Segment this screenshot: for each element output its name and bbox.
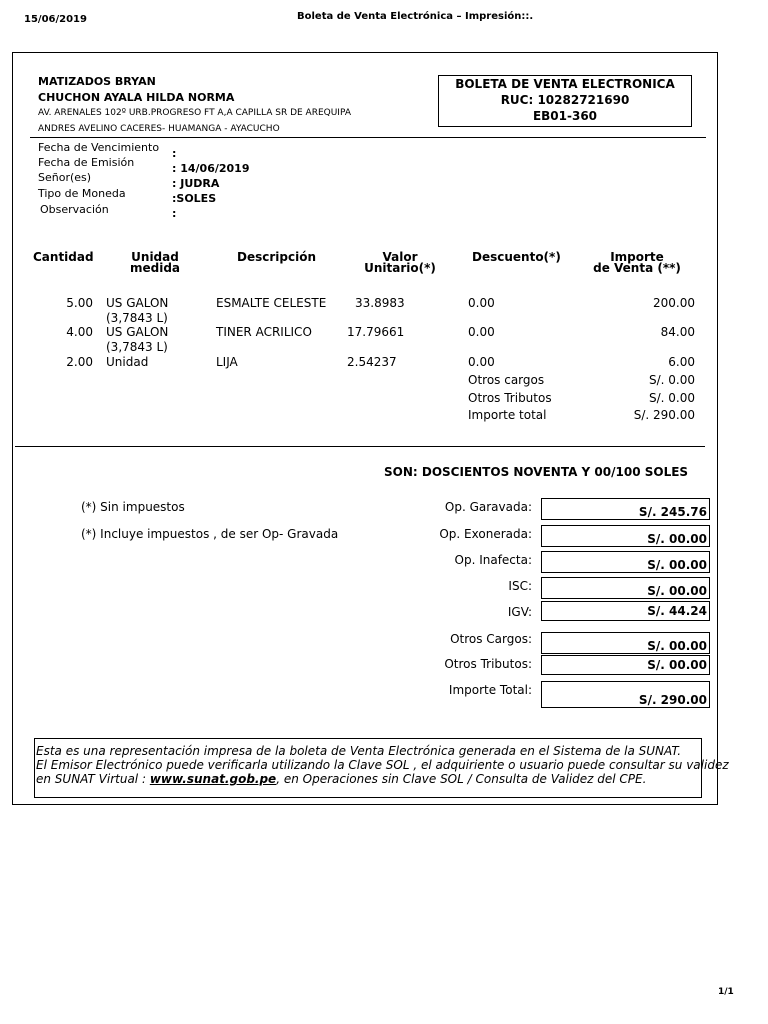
- row1-valor: 33.8983: [355, 296, 405, 310]
- row3-cantidad: 2.00: [66, 355, 93, 369]
- issuer-address-line1: AV. ARENALES 102º URB.PROGRESO FT A,A CAPILLA SR DE AREQUIPA: [38, 108, 351, 118]
- summary-value-op-exonerada: S/. 00.00: [541, 525, 710, 547]
- page-number: 1/1: [718, 987, 734, 997]
- header-divider: [30, 137, 706, 138]
- legal-line-2: El Emisor Electrónico puede verificarla utilizando la Clave SOL , el adquiriente o usuario puede consultar su validez: [36, 758, 729, 772]
- row2-descripcion: TINER ACRILICO: [216, 325, 312, 339]
- note-sin-impuestos: (*) Sin impuestos: [81, 500, 185, 514]
- summary-value-otros-cargos: S/. 00.00: [541, 632, 710, 654]
- detail-label-vencimiento: Fecha de Vencimiento: [38, 141, 160, 154]
- summary-value-importe-total: S/. 290.00: [541, 681, 710, 708]
- summary-value-op-inafecta: S/. 00.00: [541, 551, 710, 573]
- detail-value-moneda: :SOLES: [172, 192, 217, 205]
- col-header-descripcion: Descripción: [237, 250, 316, 264]
- row2-valor: 17.79661: [347, 325, 405, 339]
- document-ruc: RUC: 10282721690: [500, 93, 630, 107]
- col-header-importe-2: de Venta (**): [593, 261, 681, 275]
- summary-label-op-inafecta: Op. Inafecta:: [454, 553, 532, 567]
- row2-descuento: 0.00: [468, 325, 495, 339]
- summary-label-igv: IGV:: [507, 605, 532, 619]
- detail-label-emision: Fecha de Emisión: [38, 156, 135, 169]
- legal-line-1: Esta es una representación impresa de la boleta de Venta Electrónica generada en el Sistema de la SUNAT.: [36, 744, 682, 758]
- summary-label-otros-tributos: Otros Tributos:: [444, 657, 532, 671]
- document-type: BOLETA DE VENTA ELECTRONICA: [455, 77, 675, 91]
- row2-unidad-extra: (3,7843 L): [106, 340, 168, 354]
- subtotal-value-otros-tributos: S/. 0.00: [648, 391, 695, 405]
- row3-descripcion: LIJA: [216, 355, 238, 369]
- summary-label-op-exonerada: Op. Exonerada:: [439, 527, 532, 541]
- col-header-descuento: Descuento(*): [472, 250, 561, 264]
- row1-descripcion: ESMALTE CELESTE: [216, 296, 327, 310]
- detail-label-observacion: Observación: [40, 203, 109, 216]
- row1-descuento: 0.00: [468, 296, 495, 310]
- row2-unidad: US GALON: [106, 325, 169, 339]
- legal-line-3: [36, 772, 646, 786]
- col-header-valor-2: Unitario(*): [364, 261, 436, 275]
- col-header-valor-1: Valor: [382, 250, 418, 264]
- col-header-unidad-1: Unidad: [131, 250, 179, 264]
- sunat-link[interactable]: www.sunat.gob.pe: [149, 772, 277, 786]
- row1-cantidad: 5.00: [66, 296, 93, 310]
- page-title: Boleta de Venta Electrónica – Impresión::.: [297, 11, 534, 22]
- col-header-unidad-2: medida: [129, 261, 181, 275]
- detail-value-senores: : JUDRA: [172, 177, 220, 190]
- issuer-name-line2: CHUCHON AYALA HILDA NORMA: [38, 91, 235, 104]
- summary-value-op-gravada: S/. 245.76: [541, 498, 710, 520]
- detail-label-senores: Señor(es): [38, 171, 92, 184]
- row1-unidad: US GALON: [106, 296, 169, 310]
- row3-unidad: Unidad: [106, 355, 149, 369]
- legal-line-3-suffix: , en Operaciones sin Clave SOL / Consulta de Validez del CPE.: [276, 772, 647, 786]
- detail-label-moneda: Tipo de Moneda: [38, 187, 126, 200]
- summary-value-isc: S/. 00.00: [541, 577, 710, 599]
- col-header-importe-1: Importe: [610, 250, 664, 264]
- issuer-address-line2: ANDRES AVELINO CACERES- HUAMANGA - AYACUCHO: [38, 124, 280, 134]
- summary-label-otros-cargos: Otros Cargos:: [450, 632, 532, 646]
- subtotal-value-otros-cargos: S/. 0.00: [648, 373, 695, 387]
- row3-valor: 2.54237: [347, 355, 397, 369]
- detail-value-observacion: :: [172, 207, 177, 220]
- detail-value-vencimiento: :: [172, 147, 177, 160]
- issuer-name-line1: MATIZADOS BRYAN: [38, 75, 156, 88]
- row2-importe: 84.00: [660, 325, 695, 339]
- subtotal-label-otros-cargos: Otros cargos: [468, 373, 545, 387]
- note-incluye-impuestos: (*) Incluye impuestos , de ser Op- Gravada: [81, 527, 339, 541]
- row2-cantidad: 4.00: [66, 325, 93, 339]
- table-divider: [15, 446, 705, 447]
- row3-descuento: 0.00: [468, 355, 495, 369]
- subtotal-label-importe-total: Importe total: [468, 408, 547, 422]
- detail-value-emision: : 14/06/2019: [172, 162, 250, 175]
- legal-line-3-prefix: en SUNAT Virtual :: [36, 772, 150, 786]
- row3-importe: 6.00: [668, 355, 695, 369]
- row1-importe: 200.00: [653, 296, 695, 310]
- document-number: EB01-360: [532, 109, 598, 123]
- amount-in-words: SON: DOSCIENTOS NOVENTA Y 00/100 SOLES: [384, 465, 689, 479]
- summary-label-importe-total: Importe Total:: [448, 683, 532, 697]
- summary-label-op-gravada: Op. Garavada:: [444, 500, 532, 514]
- subtotal-value-importe-total: S/. 290.00: [633, 408, 695, 422]
- subtotal-label-otros-tributos: Otros Tributos: [468, 391, 552, 405]
- summary-label-isc: ISC:: [508, 579, 532, 593]
- row1-unidad-extra: (3,7843 L): [106, 311, 168, 325]
- print-date: 15/06/2019: [24, 14, 87, 25]
- col-header-cantidad: Cantidad: [33, 250, 94, 264]
- summary-value-igv: S/. 44.24: [541, 601, 710, 621]
- summary-value-otros-tributos: S/. 00.00: [541, 655, 710, 675]
